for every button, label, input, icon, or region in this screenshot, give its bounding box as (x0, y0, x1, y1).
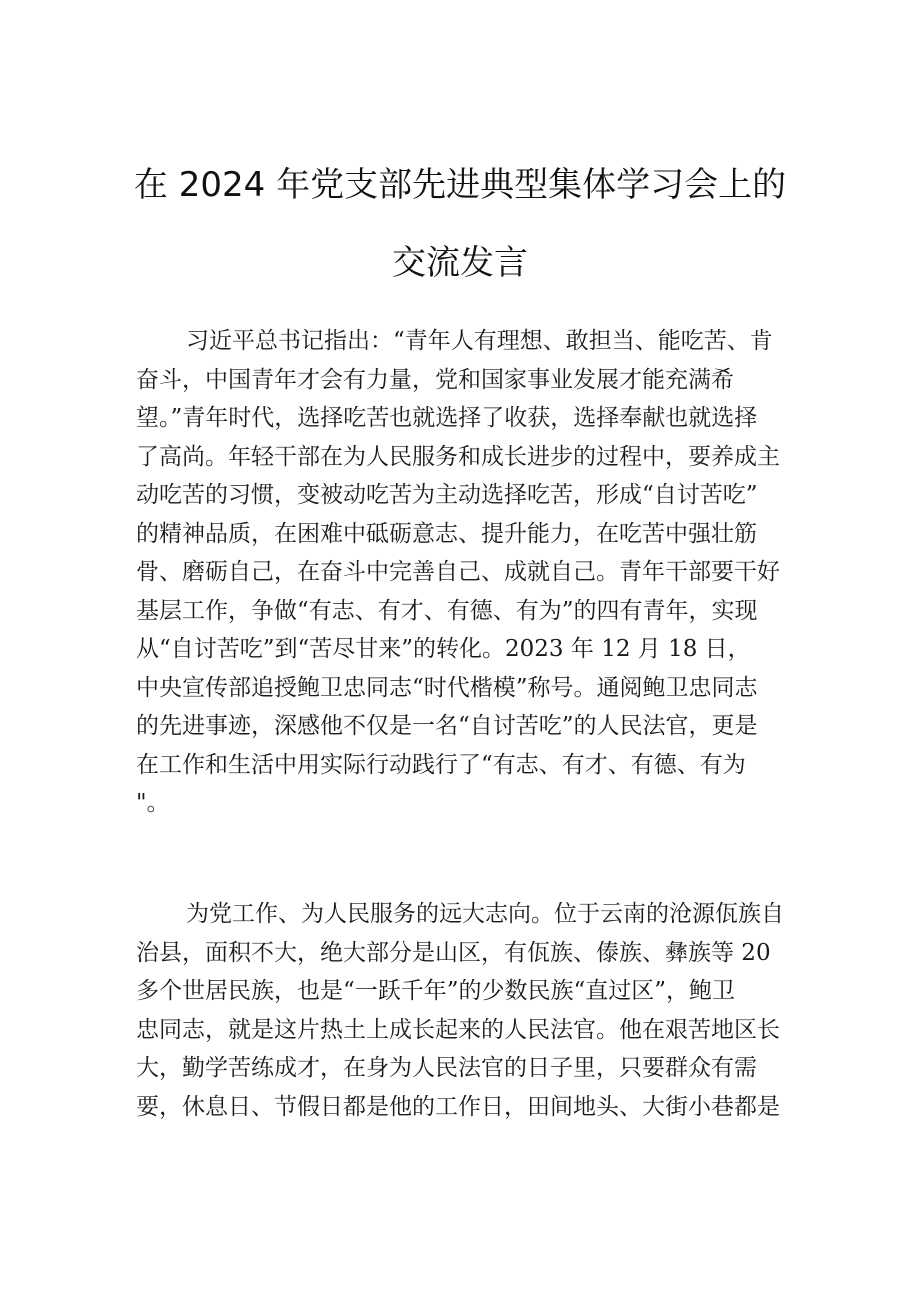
text-line: 骨、磨砺自己，在奋斗中完善自己、成就自己。青年干部要干好 (136, 559, 780, 585)
text-line: 在工作和生活中用实际行动践行了“有志、有才、有德、有为 (136, 751, 746, 778)
text-line: 多个世居民族，也是“一跃千年”的少数民族“直过区”，鲍卫 (136, 978, 736, 1004)
paragraph-1 (136, 322, 786, 823)
text-line: 基层工作，争做“有志、有才、有德、有为”的四有青年，实现 (136, 597, 758, 624)
text-line: 望。”青年时代，选择吃苦也就选择了收获，选择奉献也就选择 (136, 405, 758, 431)
text-line: 奋斗，中国青年才会有力量，党和国家事业发展才能充满希 (136, 366, 734, 393)
text-line: 大，勤学苦练成才，在身为人民法官的日子里，只要群众有需 (136, 1055, 757, 1081)
text-line: 忠同志，就是这片热土上成长起来的人民法官。他在艰苦地区长 (136, 1016, 780, 1043)
document-title-line-1: 在 2024 年党支部先进典型集体学习会上的 (133, 165, 787, 205)
text-line: 为党工作、为人民服务的远大志向。位于云南的沧源佤族自 (186, 901, 784, 927)
text-line: 习近平总书记指出：“青年人有理想、敢担当、能吃苦、肯 (186, 328, 773, 354)
text-line: 从“自讨苦吃”到“苦尽甘来”的转化。2023 年 12 月 18 日， (136, 636, 751, 662)
text-line: 要，休息日、节假日都是他的工作日，田间地头、大街小巷都是 (136, 1093, 780, 1120)
text-line: 的先进事迹，深感他不仅是一名“自讨苦吃”的人民法官，更是 (136, 713, 758, 739)
text-line: 了高尚。年轻干部在为人民服务和成长进步的过程中，要养成主 (136, 443, 780, 470)
text-line: 的精神品质，在困难中砥砺意志、提升能力，在吃苦中强壮筋 (136, 520, 757, 547)
text-line: 动吃苦的习惯，变被动吃苦为主动选择吃苦，形成“自讨苦吃” (136, 482, 758, 508)
text-line: 治县，面积不大，绝大部分是山区，有佤族、傣族、彝族等 20 (136, 939, 771, 966)
document-title-line-2: 交流发言 (392, 243, 528, 283)
paragraph-2 (136, 895, 786, 1126)
text-line: 中央宣传部追授鲍卫忠同志“时代楷模”称号。通阅鲍卫忠同志 (136, 674, 758, 701)
text-line: "。 (136, 790, 170, 816)
